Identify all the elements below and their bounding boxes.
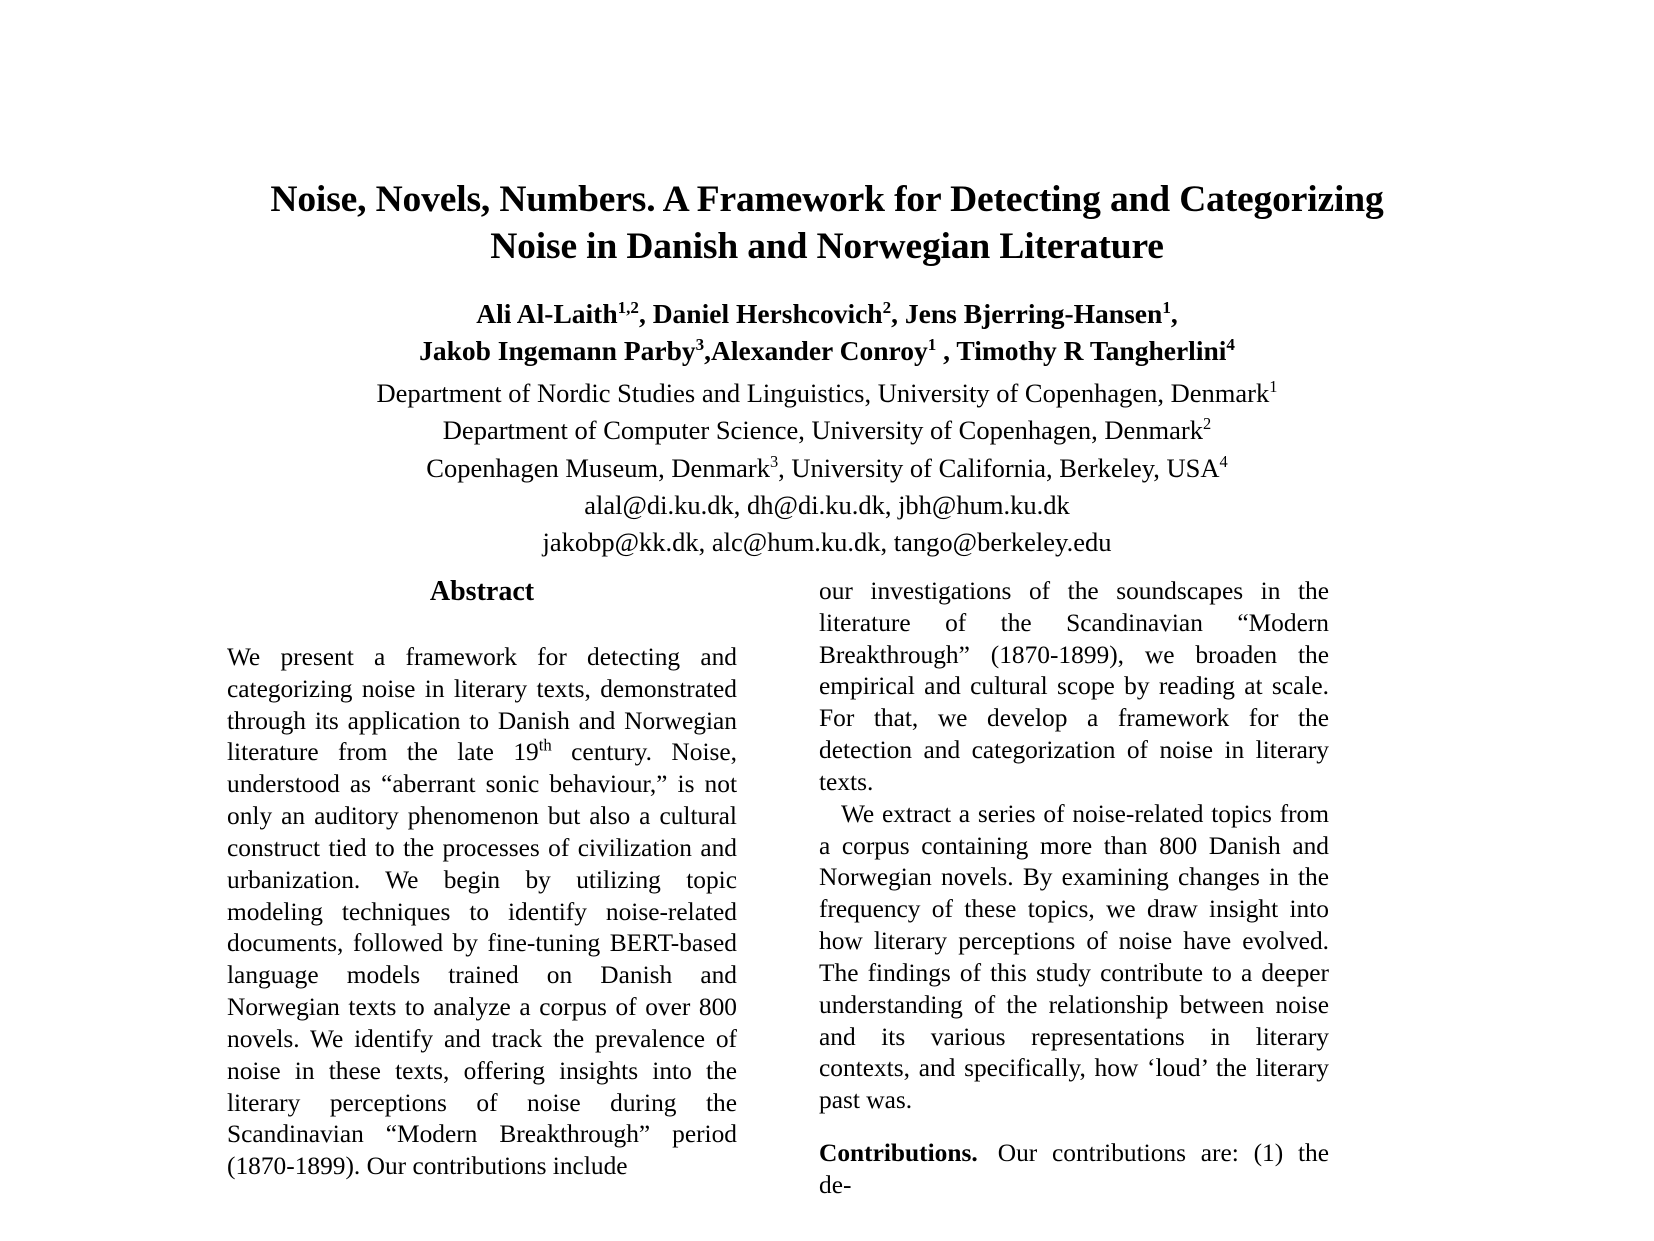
affiliation-text: , University of California, Berkeley, USA: [778, 452, 1220, 483]
abstract-paragraph: [227, 642, 737, 1183]
affiliation-2: [227, 412, 1427, 449]
abstract-text-pre: We present a framework for detecting and categorizing noise in literary texts, demonstrated through its application to Danish and Norwegian literature from the late 19: [227, 643, 737, 767]
affiliation-text: Copenhagen Museum, Denmark: [426, 452, 770, 483]
author-separator: ,: [936, 335, 957, 367]
author-list: [227, 295, 1427, 370]
page-content: [227, 0, 1427, 1199]
author-affil-marker: 2: [882, 297, 892, 317]
author-affil-marker: 4: [1226, 335, 1235, 355]
author-affil-marker: 1: [1162, 297, 1171, 317]
author-name: Jakob Ingemann Parby: [419, 335, 696, 367]
affiliation-3: [227, 450, 1427, 487]
author-line-1: [227, 295, 1427, 333]
affiliation-text: Department of Nordic Studies and Linguistics, University of Copenhagen, Denmark: [376, 377, 1270, 408]
author-name: Daniel Hershcovich: [652, 297, 883, 329]
left-column: [227, 576, 737, 1202]
author-separator: ,: [704, 335, 712, 367]
contributions-text: Our contributions are: (1) the de-: [819, 1139, 1329, 1199]
affiliation-block: [227, 375, 1427, 562]
affiliation-1: [227, 375, 1427, 412]
author-name: Timothy R Tangherlini: [956, 335, 1227, 367]
author-affil-marker: 3: [695, 335, 705, 355]
abstract-ordinal-suffix: th: [538, 736, 552, 756]
contributions-label: Contributions.: [819, 1139, 978, 1168]
email-line-1: alal@di.ku.dk, dh@di.ku.dk, jbh@hum.ku.dk: [584, 489, 1070, 520]
author-line-2: [227, 332, 1427, 370]
intro-paragraph-2: We extract a series of noise-related topics from a corpus containing more than 800 Danish and Norwegian novels. By examining changes in the frequency of these topics, we draw insight into how literary perceptions of noise have evolved. The findings of this study contribute to a deeper understanding of the relationship between noise and its various representations in literary contexts, and specifically, how ‘loud’ the literary past was.: [819, 799, 1329, 1115]
abstract-text-post: century. Noise, understood as “aberrant sonic behaviour,” is not only an auditory phenomenon but also a cultural construct tied to the processes of civilization and urbanization. We begin by utilizing topic modeling techniques to identify noise-related documents, followed by fine-tuning BERT-based language models trained on Danish and Norwegian texts to analyze a corpus of over 800 novels. We identify and track the prevalence of noise in these texts, offering insights into the literary perceptions of noise during the Scandinavian “Modern Breakthrough” period (1870-1899). Our contributions include: [227, 738, 737, 1181]
title-line-2: Noise in Danish and Norwegian Literature: [490, 226, 1164, 268]
email-line-2: jakobp@kk.dk, alc@hum.ku.dk, tango@berkeley.edu: [542, 527, 1112, 558]
author-affil-marker: 1: [927, 335, 937, 355]
contributions-paragraph: [819, 1138, 1329, 1202]
affiliation-text: Department of Computer Science, University of Copenhagen, Denmark: [442, 415, 1203, 446]
intro-continuation-paragraph: our investigations of the soundscapes in the literature of the Scandinavian “Modern Breakthrough” (1870-1899), we broaden the empirical and cultural scope by reading at scale. For that, we develop a framework for the detection and categorization of noise in literary texts.: [819, 577, 1329, 796]
author-separator: ,: [891, 297, 905, 329]
abstract-heading: Abstract: [429, 576, 535, 607]
affiliation-marker: 4: [1219, 451, 1228, 471]
author-separator: ,: [1170, 297, 1178, 329]
body-columns: [227, 576, 1427, 1202]
author-affil-marker: 1,2: [617, 297, 639, 317]
author-name: Ali Al-Laith: [476, 297, 618, 329]
page-title: [227, 0, 1427, 271]
affiliation-marker: 2: [1202, 414, 1212, 434]
affiliation-marker: 1: [1269, 377, 1278, 397]
right-column: [819, 576, 1329, 1202]
author-name: Alexander Conroy: [711, 335, 928, 367]
author-separator: ,: [638, 297, 653, 329]
author-name: Jens Bjerring-Hansen: [904, 297, 1163, 329]
title-line-1: Noise, Novels, Numbers. A Framework for Detecting and Categorizing: [270, 179, 1384, 220]
affiliation-marker: 3: [769, 451, 779, 471]
